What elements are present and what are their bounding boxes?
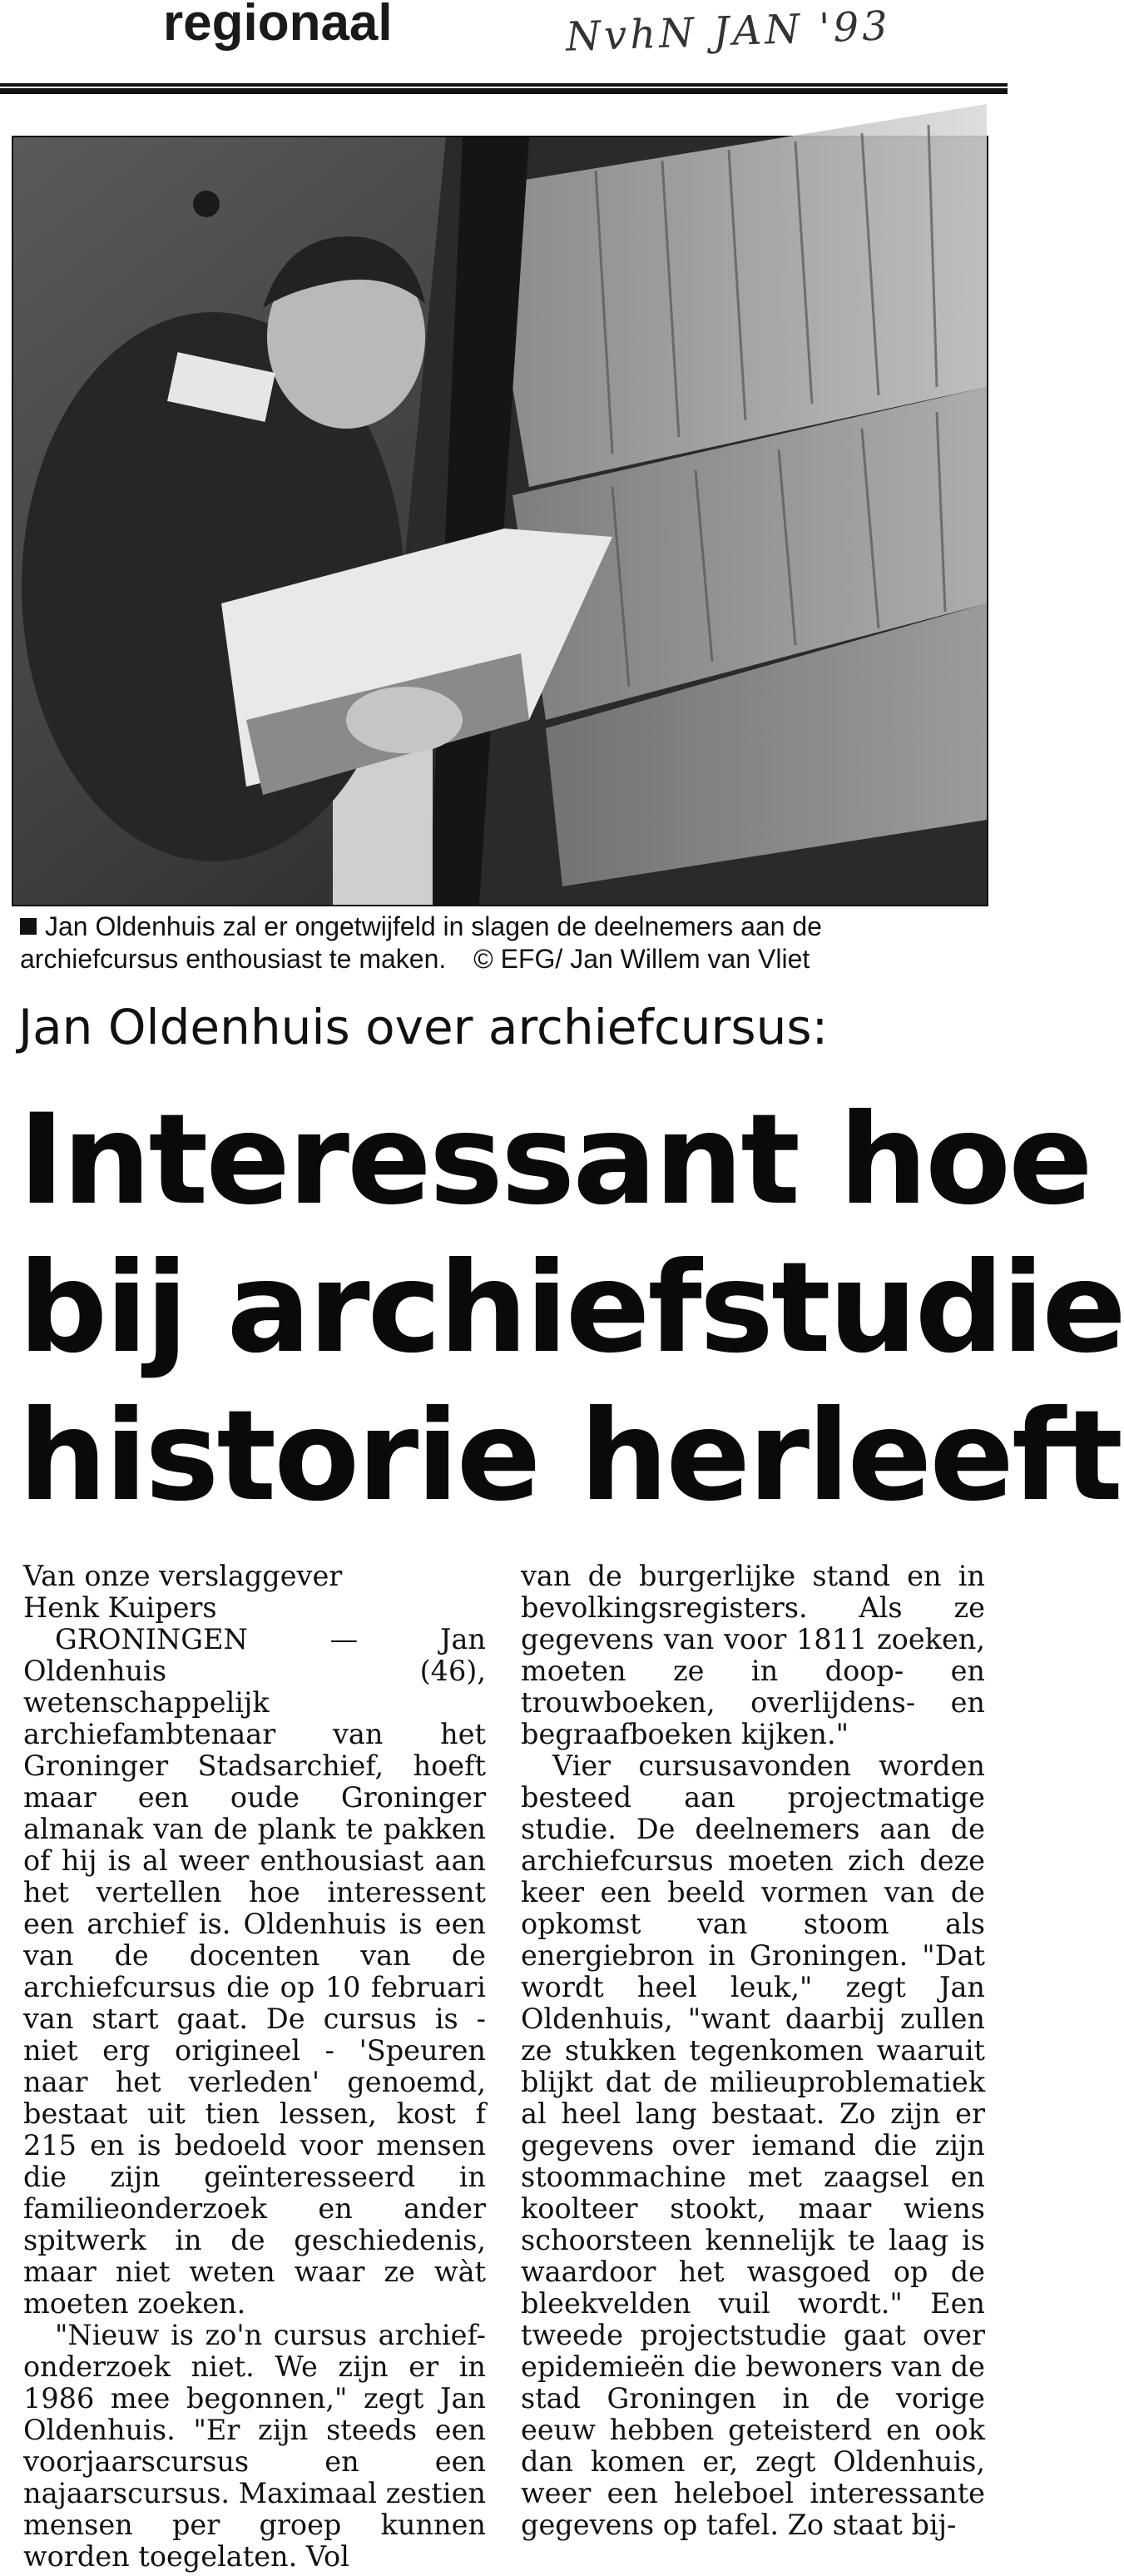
article-column-1 [23, 1561, 486, 2573]
article-column-2 [521, 1561, 985, 2541]
headline-line-3: historie herleeft [18, 1384, 1121, 1529]
headline-line-2: bij archiefstudie [18, 1236, 1124, 1381]
paragraph: Vier cursusavonden worden besteed aan projectmatige studie. De deelnemers aan de archiefcursus moeten zich deze keer een beeld vormen van de opkomst van stoom als energiebron in Groningen. "Dat wordt heel leuk," zegt Jan Oldenhuis, "want daarbij zullen ze stukken tegenkomen waaruit blijkt dat de milieuproblematiek al heel lang bestaat. Zo zijn er gegevens over iemand die zijn stoommachine met zaagsel en koolteer stookt, maar wiens schoorsteen kennelijk te laag is waardoor het wasgoed op de bleekvelden vuil wordt." Een tweede projectstudie gaat over epidemieën die bewoners van de stad Groningen in de vorige eeuw hebben geteisterd en ook dan komen er, zegt Oldenhuis, weer een heleboel interessante gegevens op tafel. Zo staat bij- [521, 1750, 986, 2541]
handwritten-date-note: NvhN JAN '93 [565, 2, 892, 61]
paragraph: "Nieuw is zo'n cursus archief- onderzoek niet. We zijn er in 1986 mee begonnen," zegt Jan Oldenhuis. "Er zijn steeds een voorjaarscursus en een najaarscursus. Maximaal zestien mensen per groep kunnen worden toegelaten. Vol [23, 2319, 486, 2573]
article-photo [12, 136, 988, 906]
byline-author: Henk Kuipers [23, 1591, 217, 1624]
photo-caption [20, 911, 985, 975]
paragraph: GRONINGEN — Jan Oldenhuis (46), wetenschappelijk archiefambtenaar van het Groninger Stadsarchief, hoeft maar een oude Groninger almanak van de plank te pakken of hij is al weer enthousiast aan het vertellen hoe interessent een archief is. Oldenhuis is een van de docenten van de archiefcursus die op 10 februari van start gaat. De cursus is - niet erg origineel - 'Speuren naar het verleden' genoemd, bestaat uit tien lessen, kost f 215 en is bedoeld voor mensen die zijn geïnteresseerd in familieonderzoek en ander spitwerk in de geschiedenis, maar niet weten waar ze wàt moeten zoeken. [23, 1623, 486, 2320]
byline-role: Van onze verslaggever [23, 1560, 343, 1592]
byline [23, 1561, 486, 1624]
photo-credit: © EFG/ Jan Willem van Vliet [473, 944, 810, 974]
top-rule-thick [0, 88, 1008, 94]
caption-bullet-icon [20, 918, 37, 935]
caption-text: Jan Oldenhuis zal er ongetwijfeld in slagen de deelnemers aan de archiefcursus enthousiast te maken. [20, 911, 822, 974]
headline-line-1: Interessant hoe [18, 1088, 1091, 1233]
paragraph: van de burgerlijke stand en in bevolkingsregisters. Als ze gegevens van voor 1811 zoeken, moeten ze in doop- en trouwboeken, overlijdens- en begraafboeken kijken." [521, 1560, 985, 1750]
top-rule [0, 83, 1008, 87]
article-headline [18, 1086, 1124, 1531]
section-label: regionaal [163, 0, 393, 52]
article-kicker: Jan Oldenhuis over archiefcursus: [18, 999, 829, 1055]
